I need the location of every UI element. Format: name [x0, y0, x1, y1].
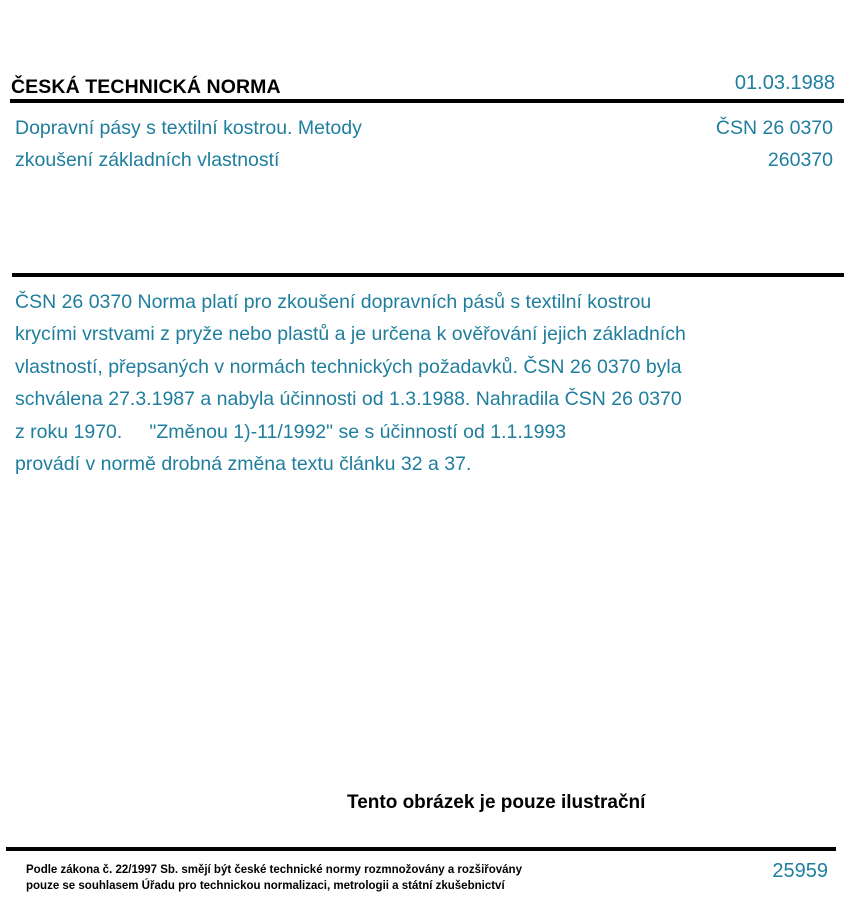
document-header-title: ČESKÁ TECHNICKÁ NORMA [11, 76, 281, 98]
abstract-line: z roku 1970. "Změnou 1)-11/1992" se s účinností od 1.1.1993 [15, 420, 567, 443]
legal-notice-line-1: Podle zákona č. 22/1997 Sb. smějí být české technické normy rozmnožovány a rozšiřovány [26, 864, 522, 876]
abstract-line: ČSN 26 0370 Norma platí pro zkoušení dopravních pásů s textilní kostrou [15, 291, 652, 313]
publication-date: 01.03.1988 [734, 72, 835, 94]
document-id: 25959 [772, 860, 828, 882]
illustration-note: Tento obrázek je pouze ilustrační [347, 792, 646, 813]
legal-notice-line-2: pouze se souhlasem Úřadu pro technickou normalizaci, metrologii a státní zkušebnictví [26, 880, 505, 892]
standard-title-line-1: Dopravní pásy s textilní kostrou. Metody [15, 117, 362, 139]
abstract-text [15, 290, 815, 484]
footer-divider [6, 847, 836, 851]
header-divider [10, 99, 844, 103]
section-divider [12, 273, 844, 277]
legal-notice [26, 862, 522, 894]
standard-title-line-2: zkoušení základních vlastností [15, 149, 280, 171]
abstract-line: vlastností, přepsaných v normách technických požadavků. ČSN 26 0370 byla [15, 355, 682, 378]
abstract-line: krycími vrstvami z pryže nebo plastů a je určena k ověřování jejich základních [15, 323, 686, 346]
abstract-line: provádí v normě drobná změna textu článku 32 a 37. [15, 452, 472, 475]
abstract-line: schválena 27.3.1987 a nabyla účinnosti od 1.3.1988. Nahradila ČSN 26 0370 [15, 388, 682, 411]
standard-number: ČSN 26 0370 [715, 117, 833, 139]
standard-code: 260370 [767, 149, 833, 171]
